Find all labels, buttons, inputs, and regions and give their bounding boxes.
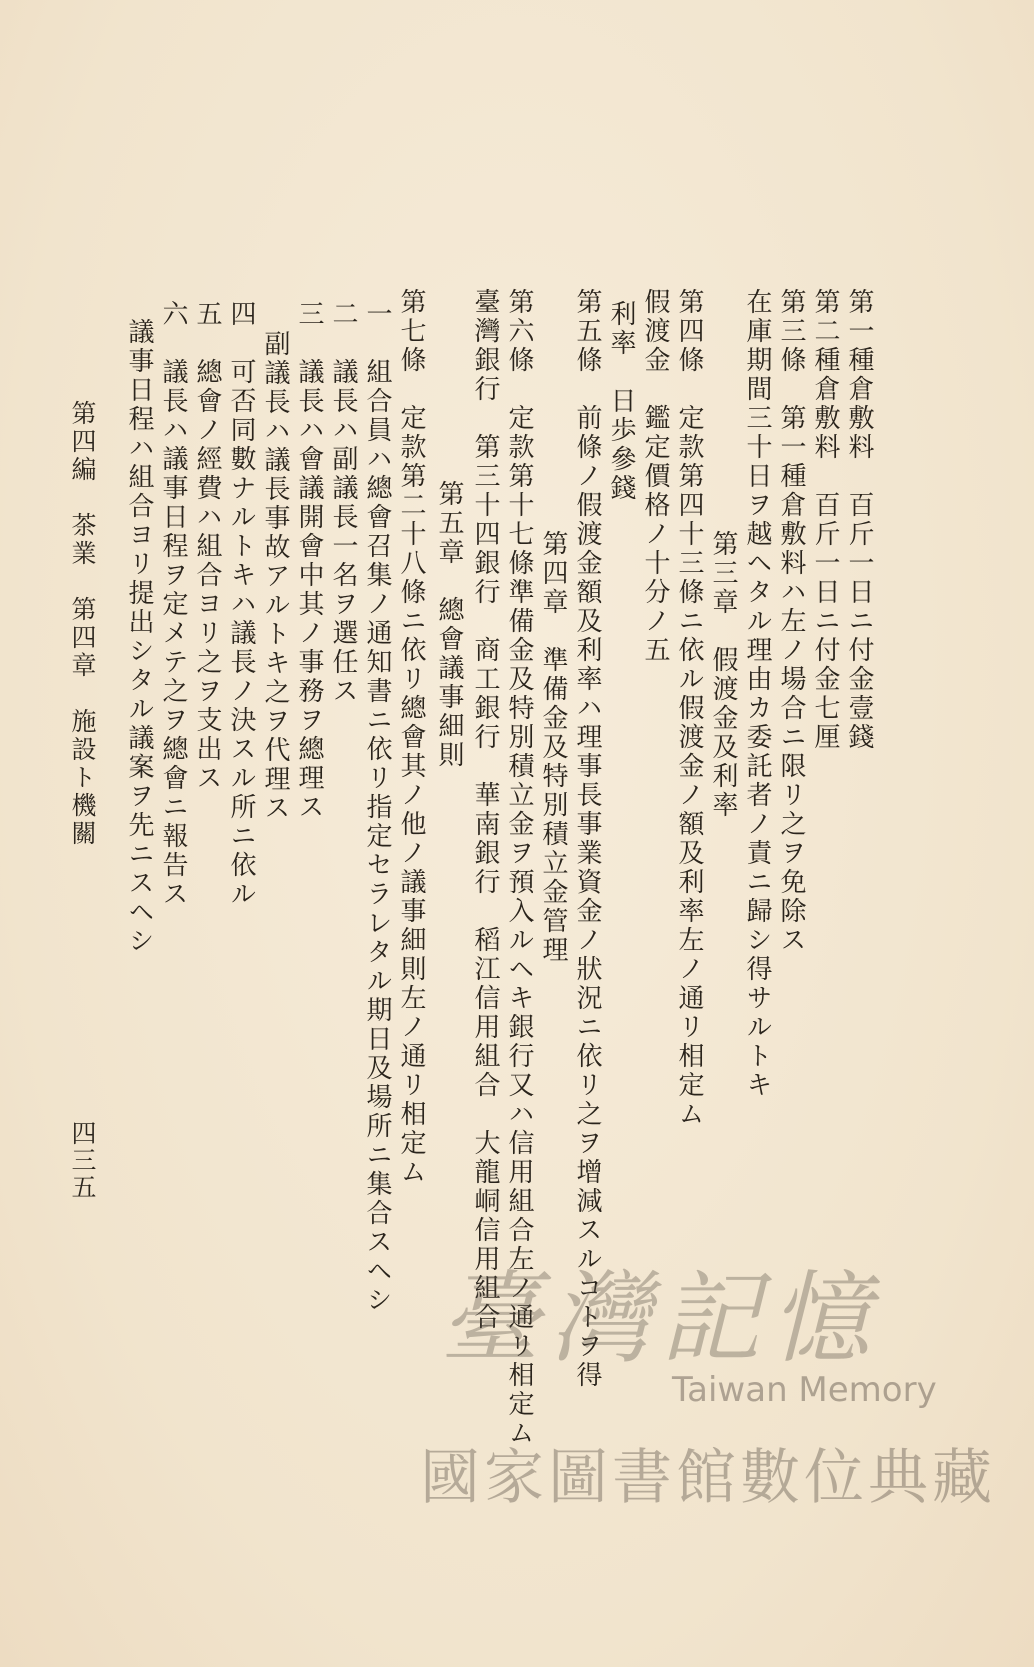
text-column-11: 第六條 定款第十七條準備金及特別積立金ヲ預入ルヘキ銀行又ハ信用組合左ノ通リ相定ム: [504, 288, 534, 1448]
page-number: 四三五: [68, 1120, 97, 1201]
text-column-14: 第七條 定款第二十八條ニ依リ總會其ノ他ノ議事細則左ノ通リ相定ム: [396, 288, 426, 1187]
running-footer: 第四編 茶業 第四章 施設ト機關: [68, 400, 97, 848]
text-column-8: 利率 日歩參錢: [606, 300, 636, 503]
text-column-22: 議事日程ハ組合ヨリ提出シタル議案ヲ先ニスヘシ: [124, 318, 154, 956]
text-column-9: 第五條 前條ノ假渡金額及利率ハ理事長事業資金ノ狀況ニ依リ之ヲ增減スルコトヲ得: [572, 288, 602, 1390]
chapter-heading-4: 第四章 準備金及特別積立金管理: [538, 530, 568, 965]
text-column-1: 第一種倉敷料 百斤一日ニ付金壹錢: [844, 288, 874, 752]
text-column-20: 五 總會ノ經費ハ組合ヨリ之ヲ支出ス: [192, 300, 222, 793]
text-column-7: 假渡金 鑑定價格ノ十分ノ五: [640, 288, 670, 665]
chapter-heading-5: 第五章 總會議事細則: [434, 480, 464, 770]
chapter-heading-3: 第三章 假渡金及利率: [708, 530, 738, 820]
text-column-19: 四 可否同數ナルトキハ議長ノ決スル所ニ依ル: [226, 300, 256, 909]
text-column-15: 一 組合員ハ總會召集ノ通知書ニ依リ指定セラレタル期日及場所ニ集合スヘシ: [362, 300, 392, 1315]
text-column-2: 第二種倉敷料 百斤一日ニ付金七厘: [810, 288, 840, 752]
text-column-12: 臺灣銀行 第三十四銀行 商工銀行 華南銀行 稻江信用組合 大龍峒信用組合: [470, 288, 500, 1332]
text-column-16: 二 議長ハ副議長一名ヲ選任ス: [328, 300, 358, 706]
text-column-3: 第三條 第一種倉敷料ハ左ノ場合ニ限リ之ヲ免除ス: [776, 288, 806, 955]
text-column-21: 六 議長ハ議事日程ヲ定メテ之ヲ總會ニ報告ス: [158, 300, 188, 909]
watermark-chinese: 國家圖書館數位典藏: [420, 1443, 996, 1513]
watermark-latin: Taiwan Memory: [672, 1370, 937, 1410]
text-column-17: 三 議長ハ會議開會中其ノ事務ヲ總理ス: [294, 300, 324, 822]
text-column-4: 在庫期間三十日ヲ越ヘタル理由カ委託者ノ責ニ歸シ得サルトキ: [742, 288, 772, 1100]
watermark-logo-script: 臺灣記憶: [440, 1260, 880, 1377]
text-column-18: 副議長ハ議長事故アルトキ之ヲ代理ス: [260, 330, 290, 823]
text-column-6: 第四條 定款第四十三條ニ依ル假渡金ノ額及利率左ノ通リ相定ム: [674, 288, 704, 1129]
